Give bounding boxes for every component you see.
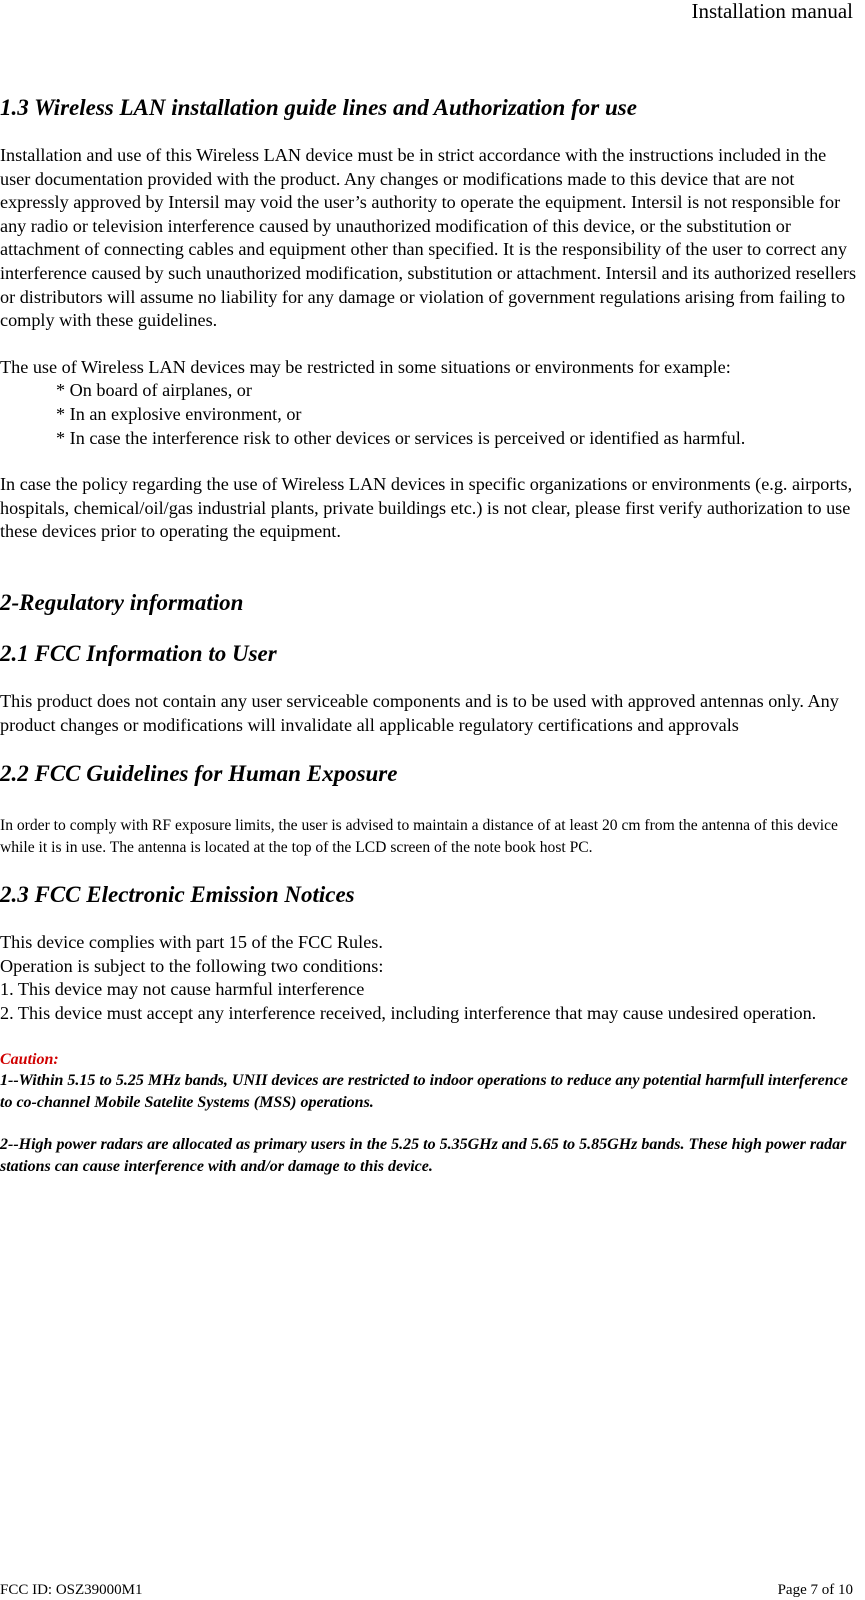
list-item: * On board of airplanes, or — [56, 380, 252, 401]
heading-2-1: 2.1 FCC Information to User — [0, 640, 277, 666]
paragraph-2-1: This product does not contain any user serviceable components and is to be used with approved antennas only. Any product changes or modifications will invalidate all applicable regulatory certifications and approvals — [0, 690, 839, 735]
footer-page-number: Page 7 of 10 — [777, 1582, 853, 1598]
paragraph-1-3-policy: In case the policy regarding the use of Wireless LAN devices in specific organizations or environments (e.g. airports, hospitals, chemical/oil/gas industrial plants, private buildings etc.) is not clear, please first verify authorization to use these devices prior to operating the equipment. — [0, 474, 853, 542]
document-body — [0, 94, 858, 1177]
heading-2: 2-Regulatory information — [0, 589, 244, 615]
emission-line: 2. This device must accept any interference received, including interference that may cause undesired operation. — [0, 1002, 817, 1023]
heading-2-2: 2.2 FCC Guidelines for Human Exposure — [0, 761, 398, 787]
heading-2-3: 2.3 FCC Electronic Emission Notices — [0, 882, 355, 908]
caution-item-2: 2--High power radars are allocated as primary users in the 5.25 to 5.35GHz and 5.65 to 5.85GHz bands. These high power radar stations can cause interference with and/or damage to this device. — [0, 1136, 847, 1175]
list-item: * In an explosive environment, or — [56, 403, 302, 424]
emission-line: Operation is subject to the following two conditions: — [0, 955, 384, 976]
footer-fcc-id: FCC ID: OSZ39000M1 — [0, 1582, 143, 1598]
paragraph-1-3-restrictions-intro: The use of Wireless LAN devices may be restricted in some situations or environments for example: — [0, 356, 731, 377]
emission-line: This device complies with part 15 of the FCC Rules. — [0, 932, 383, 953]
paragraph-2-2: In order to comply with RF exposure limits, the user is advised to maintain a distance of at least 20 cm from the antenna of this device while it is in use. The antenna is located at the top of the LCD screen of the note book host PC. — [0, 817, 838, 856]
header-title: Installation manual — [691, 0, 853, 23]
list-item: * In case the interference risk to other devices or services is perceived or identified as harmful. — [56, 427, 746, 448]
caution-item-1: 1--Within 5.15 to 5.25 MHz bands, UNII devices are restricted to indoor operations to reduce any potential harmfull interference to co-channel Mobile Satelite Systems (MSS) operations. — [0, 1072, 848, 1111]
caution-title: Caution: — [0, 1051, 59, 1069]
heading-1-3: 1.3 Wireless LAN installation guide lines and Authorization for use — [0, 95, 637, 120]
emission-line: 1. This device may not cause harmful interference — [0, 979, 365, 1000]
paragraph-1-3-installation: Installation and use of this Wireless LAN device must be in strict accordance with the instructions included in the user documentation provided with the product. Any changes or modifications made to this device that are not expressly approved by Intersil may void the user’s authority to operate the equipment. Intersil is not responsible for any radio or television interference caused by unauthorized modification of this device, or the substitution or attachment of connecting cables and equipment other than specified. It is the responsibility of the user to correct any interference caused by such unauthorized modification, substitution or attachment. Intersil and its authorized resellers or distributors will assume no liability for any damage or violation of government regulations arising from failing to comply with these guidelines. — [0, 145, 857, 331]
